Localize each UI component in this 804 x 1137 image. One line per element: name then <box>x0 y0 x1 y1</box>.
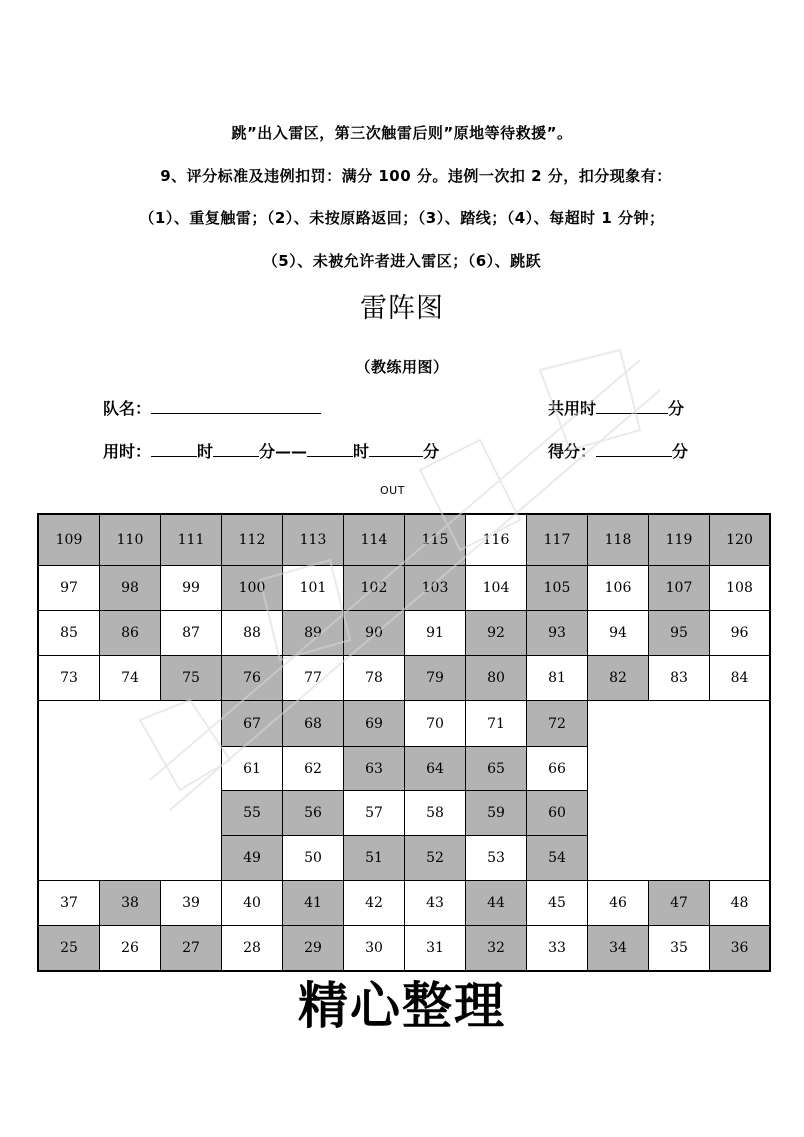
safe-cell: 99 <box>161 566 222 611</box>
safe-cell: 106 <box>588 566 649 611</box>
safe-cell: 26 <box>100 926 161 972</box>
mine-cell: 95 <box>649 611 710 656</box>
safe-cell: 85 <box>39 611 100 656</box>
safe-cell: 101 <box>283 566 344 611</box>
mine-cell: 56 <box>283 791 344 836</box>
mine-cell: 103 <box>405 566 466 611</box>
safe-cell: 70 <box>405 701 466 747</box>
mine-cell: 49 <box>222 836 283 881</box>
safe-cell: 104 <box>466 566 527 611</box>
start-hour-unit: 时 <box>197 442 214 461</box>
mine-cell: 29 <box>283 926 344 972</box>
mine-cell: 112 <box>222 515 283 566</box>
mine-cell: 59 <box>466 791 527 836</box>
end-hour-unit: 时 <box>353 442 370 461</box>
end-minute-blank[interactable] <box>369 442 423 457</box>
mine-field-grid <box>37 513 771 972</box>
safe-cell: 94 <box>588 611 649 656</box>
safe-cell: 78 <box>344 656 405 701</box>
safe-cell: 53 <box>466 836 527 881</box>
end-hour-blank[interactable] <box>307 442 353 457</box>
safe-cell: 31 <box>405 926 466 972</box>
safe-cell: 77 <box>283 656 344 701</box>
mine-cell: 113 <box>283 515 344 566</box>
mine-cell: 111 <box>161 515 222 566</box>
mine-cell: 117 <box>527 515 588 566</box>
end-minute-unit: 分 <box>423 442 440 461</box>
safe-cell: 74 <box>100 656 161 701</box>
mine-cell: 98 <box>100 566 161 611</box>
rule-line-4: （5）、未被允许者进入雷区；（6）、跳跃 <box>262 252 542 270</box>
safe-cell: 87 <box>161 611 222 656</box>
mine-cell: 107 <box>649 566 710 611</box>
used-time-label: 用时： <box>103 442 152 461</box>
mine-cell: 100 <box>222 566 283 611</box>
score-label: 得分： <box>548 442 597 461</box>
safe-cell: 45 <box>527 881 588 926</box>
start-minute-unit: 分 <box>259 442 276 461</box>
safe-cell: 50 <box>283 836 344 881</box>
mine-cell: 72 <box>527 701 588 747</box>
mine-cell: 76 <box>222 656 283 701</box>
used-time-field <box>103 439 439 462</box>
mine-cell: 118 <box>588 515 649 566</box>
time-dash: —— <box>275 442 308 461</box>
mine-cell: 69 <box>344 701 405 747</box>
mine-cell: 41 <box>283 881 344 926</box>
mine-cell: 102 <box>344 566 405 611</box>
mine-cell: 60 <box>527 791 588 836</box>
safe-cell: 35 <box>649 926 710 972</box>
team-name-blank[interactable] <box>151 399 321 414</box>
safe-cell: 30 <box>344 926 405 972</box>
page-subtitle: （教练用图） <box>355 358 449 376</box>
mine-cell: 27 <box>161 926 222 972</box>
mine-cell: 120 <box>710 515 771 566</box>
safe-cell: 96 <box>710 611 771 656</box>
mine-cell: 119 <box>649 515 710 566</box>
safe-cell: 43 <box>405 881 466 926</box>
mine-cell: 25 <box>39 926 100 972</box>
score-unit: 分 <box>672 442 689 461</box>
total-time-field <box>548 396 684 419</box>
mine-cell: 80 <box>466 656 527 701</box>
safe-cell: 81 <box>527 656 588 701</box>
mine-cell: 36 <box>710 926 771 972</box>
score-field <box>548 439 688 462</box>
mine-cell: 51 <box>344 836 405 881</box>
mine-cell: 32 <box>466 926 527 972</box>
rule-line-3: （1）、重复触雷；（2）、未按原路返回；（3）、踏线；（4）、每超时 1 分钟； <box>139 209 665 227</box>
safe-cell: 91 <box>405 611 466 656</box>
mine-cell: 89 <box>283 611 344 656</box>
safe-cell: 58 <box>405 791 466 836</box>
rule-line-1: 跳”出入雷区，第三次触雷后则”原地等待救援”。 <box>231 124 573 142</box>
safe-cell: 28 <box>222 926 283 972</box>
mine-cell: 54 <box>527 836 588 881</box>
safe-cell: 83 <box>649 656 710 701</box>
mine-cell: 82 <box>588 656 649 701</box>
page-title: 雷阵图 <box>360 293 444 324</box>
mine-cell: 93 <box>527 611 588 656</box>
mine-cell: 64 <box>405 747 466 791</box>
mine-cell: 92 <box>466 611 527 656</box>
safe-cell: 88 <box>222 611 283 656</box>
mine-cell: 47 <box>649 881 710 926</box>
safe-cell: 71 <box>466 701 527 747</box>
safe-cell: 33 <box>527 926 588 972</box>
empty-zone-left <box>39 701 222 881</box>
footer-text: 精心整理 <box>298 977 506 1035</box>
empty-zone-right <box>588 701 771 881</box>
mine-cell: 86 <box>100 611 161 656</box>
safe-cell: 97 <box>39 566 100 611</box>
mine-cell: 68 <box>283 701 344 747</box>
mine-cell: 90 <box>344 611 405 656</box>
total-time-label: 共用时 <box>548 399 597 418</box>
out-label: OUT <box>380 484 405 497</box>
safe-cell: 108 <box>710 566 771 611</box>
mine-cell: 34 <box>588 926 649 972</box>
safe-cell: 61 <box>222 747 283 791</box>
mine-cell: 65 <box>466 747 527 791</box>
safe-cell: 40 <box>222 881 283 926</box>
mine-cell: 115 <box>405 515 466 566</box>
mine-cell: 38 <box>100 881 161 926</box>
safe-cell: 66 <box>527 747 588 791</box>
mine-cell: 79 <box>405 656 466 701</box>
start-minute-blank[interactable] <box>213 442 259 457</box>
safe-cell: 46 <box>588 881 649 926</box>
mine-cell: 52 <box>405 836 466 881</box>
safe-cell: 39 <box>161 881 222 926</box>
mine-cell: 110 <box>100 515 161 566</box>
rule-line-2: 9、评分标准及违例扣罚：满分 100 分。违例一次扣 2 分，扣分现象有： <box>160 167 672 185</box>
mine-cell: 109 <box>39 515 100 566</box>
safe-cell: 48 <box>710 881 771 926</box>
safe-cell: 57 <box>344 791 405 836</box>
safe-cell: 116 <box>466 515 527 566</box>
team-name-field <box>103 396 321 419</box>
mine-cell: 44 <box>466 881 527 926</box>
mine-cell: 63 <box>344 747 405 791</box>
score-blank[interactable] <box>596 442 672 457</box>
safe-cell: 84 <box>710 656 771 701</box>
safe-cell: 62 <box>283 747 344 791</box>
total-minute-unit: 分 <box>668 399 685 418</box>
safe-cell: 42 <box>344 881 405 926</box>
mine-cell: 67 <box>222 701 283 747</box>
mine-cell: 105 <box>527 566 588 611</box>
start-hour-blank[interactable] <box>151 442 197 457</box>
safe-cell: 73 <box>39 656 100 701</box>
team-label: 队名： <box>103 399 152 418</box>
mine-cell: 55 <box>222 791 283 836</box>
mine-cell: 114 <box>344 515 405 566</box>
mine-cell: 75 <box>161 656 222 701</box>
total-time-blank[interactable] <box>596 399 668 414</box>
safe-cell: 37 <box>39 881 100 926</box>
